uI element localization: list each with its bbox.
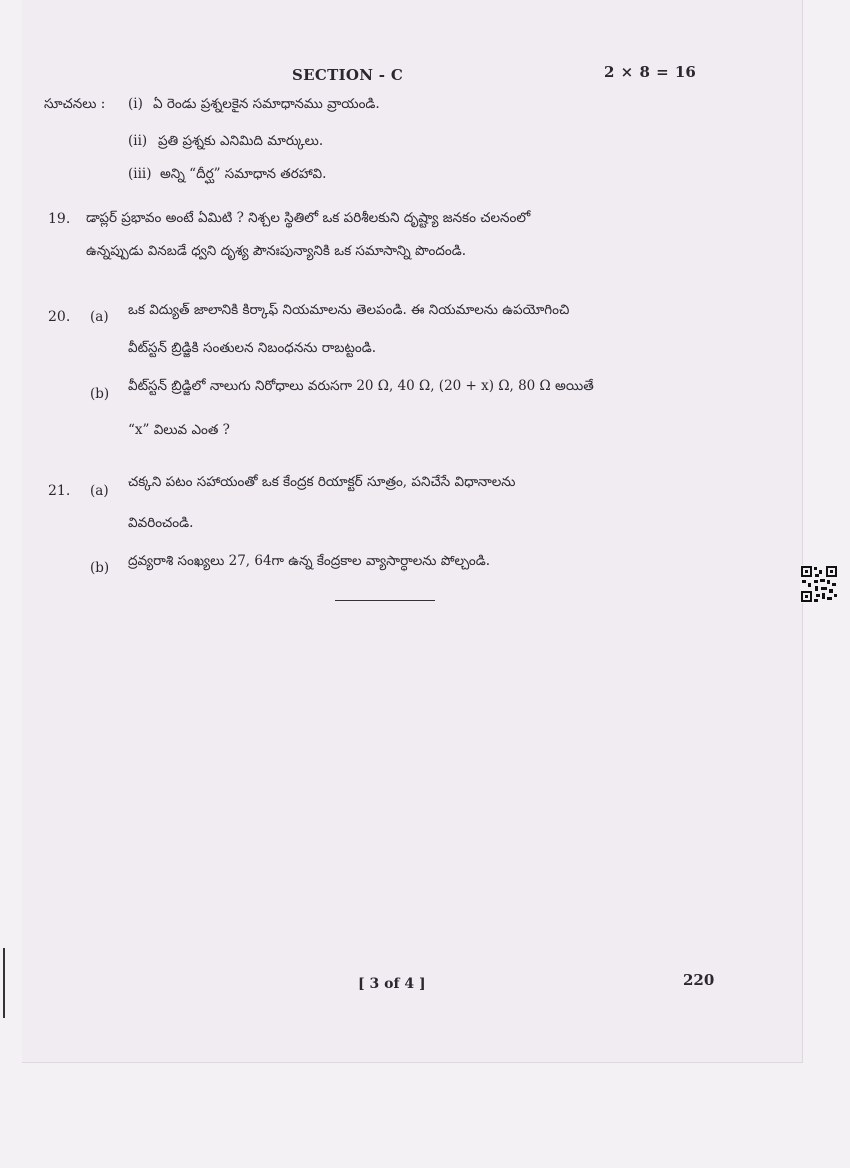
question-number: 21.	[48, 483, 71, 499]
question-number: 20.	[48, 309, 71, 325]
question-text: ద్రవ్యరాశి సంఖ్యలు 27, 64గా ఉన్న కేంద్రకాల వ్యాసార్ధాలను పోల్చండి.	[128, 553, 491, 569]
instructions-label: సూచనలు :	[44, 96, 106, 112]
question-text: చక్కని పటం సహాయంతో ఒక కేంద్రక రియాక్టర్ సూత్రం, పనిచేసే విధానాలను	[128, 474, 516, 490]
question-text: వివరించండి.	[128, 515, 194, 531]
question-part-label: (b)	[90, 560, 110, 576]
question-text: ఒక విద్యుత్ జాలానికి కిర్కాఫ్ నియమాలను తెలపండి. ఈ నియమాలను ఉపయోగించి	[128, 302, 570, 318]
instruction-marker: (iii)	[128, 166, 152, 182]
question-number: 19.	[48, 211, 71, 227]
question-text: వీట్‌స్టన్ బ్రిడ్జిలో నాలుగు నిరోధాలు వరుసగా 20 Ω, 40 Ω, (20 + x) Ω, 80 Ω అయితే	[128, 378, 594, 394]
instruction-marker: (ii)	[128, 133, 148, 149]
instruction-item: ఏ రెండు ప్రశ్నలకైన సమాధానము వ్రాయండి.	[153, 96, 380, 112]
question-part-label: (a)	[90, 483, 109, 499]
question-text: “x” విలువ ఎంత ?	[128, 422, 230, 438]
question-text: ఉన్నప్పుడు వినబడే ధ్వని దృశ్య పౌనఃపున్యానికి ఒక సమాసాన్ని పొందండి.	[86, 243, 467, 259]
page-number-label: [ 3 of 4 ]	[358, 976, 426, 992]
instruction-marker: (i)	[128, 96, 143, 112]
qr-code-icon	[800, 565, 838, 603]
paper-code: 220	[683, 971, 715, 989]
instruction-item: అన్ని “దీర్ఘ” సమాధాన తరహావి.	[160, 166, 327, 182]
scan-edge-mark	[3, 948, 5, 1018]
section-title: SECTION - C	[292, 66, 404, 84]
question-part-label: (b)	[90, 386, 110, 402]
instruction-item: ప్రతి ప్రశ్నకు ఎనిమిది మార్కులు.	[158, 133, 324, 149]
section-marks: 2 × 8 = 16	[604, 63, 696, 81]
end-divider	[335, 600, 435, 601]
question-text: డాప్లర్ ప్రభావం అంటే ఏమిటి ? నిశ్చల స్థితిలో ఒక పరిశీలకుని దృష్ట్యా జనకం చలనంలో	[86, 210, 531, 226]
question-part-label: (a)	[90, 309, 109, 325]
question-text: వీట్‌స్టన్ బ్రిడ్జికి సంతులన నిబంధనను రాబట్టండి.	[128, 340, 377, 356]
